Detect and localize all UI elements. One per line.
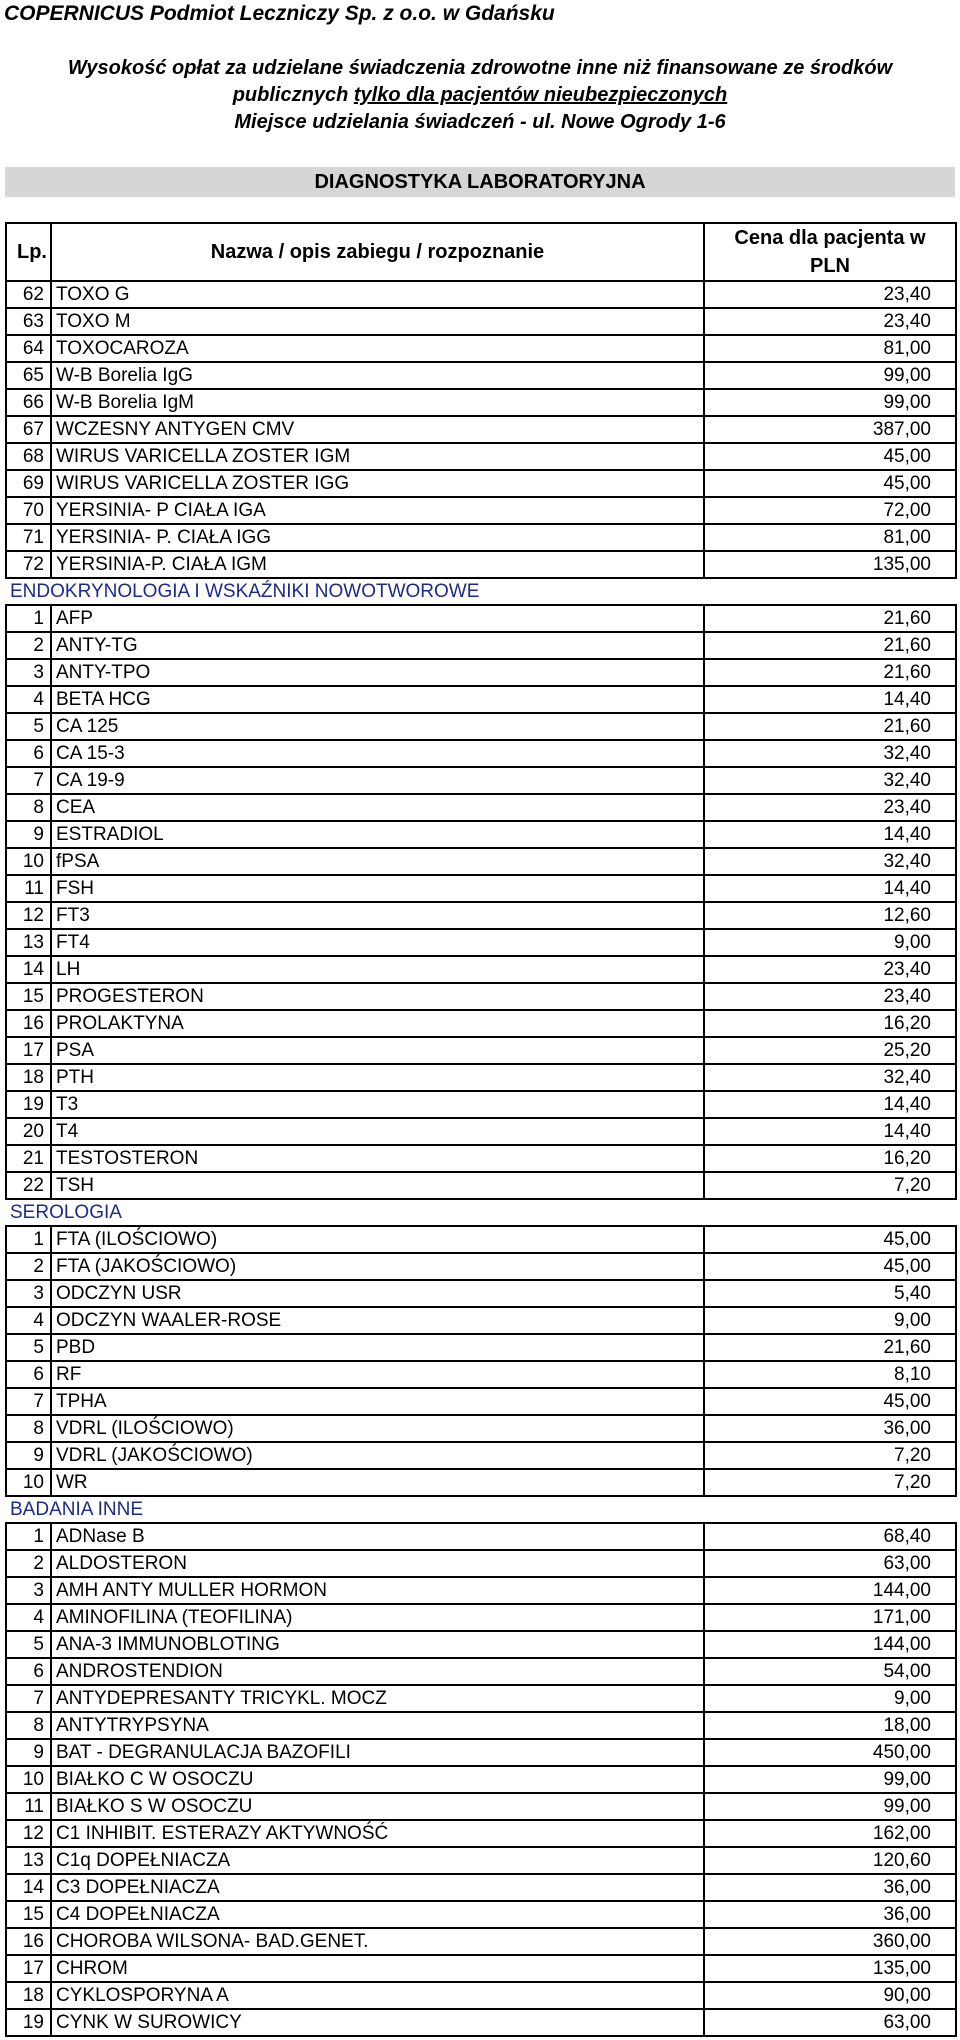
test-name: ALDOSTERON	[51, 1550, 704, 1577]
test-name: C1 INHIBIT. ESTERAZY AKTYWNOŚĆ	[51, 1820, 704, 1847]
row-number: 18	[6, 1064, 51, 1091]
row-number: 22	[6, 1172, 51, 1199]
test-name: PTH	[51, 1064, 704, 1091]
row-number: 9	[6, 1739, 51, 1766]
test-name: ANTY-TG	[51, 632, 704, 659]
test-name: WIRUS VARICELLA ZOSTER IGM	[51, 443, 704, 470]
price-cell: 45,00	[704, 1226, 956, 1253]
price-cell: 32,40	[704, 848, 956, 875]
row-number: 68	[6, 443, 51, 470]
table-row	[6, 686, 956, 713]
row-number: 4	[6, 1604, 51, 1631]
table-row	[6, 875, 956, 902]
row-number: 63	[6, 308, 51, 335]
table-row	[6, 1793, 956, 1820]
column-header-price-line2: PLN	[810, 255, 850, 277]
table-row	[6, 1712, 956, 1739]
company-name: COPERNICUS Podmiot Leczniczy Sp. z o.o. w Gdańsku	[4, 2, 555, 25]
price-cell: 8,10	[704, 1361, 956, 1388]
row-number: 62	[6, 281, 51, 308]
price-cell: 16,20	[704, 1010, 956, 1037]
price-cell: 23,40	[704, 281, 956, 308]
row-number: 10	[6, 848, 51, 875]
test-name: YERSINIA- P. CIAŁA IGG	[51, 524, 704, 551]
price-cell: 9,00	[704, 1685, 956, 1712]
price-cell: 360,00	[704, 1928, 956, 1955]
table-row	[6, 362, 956, 389]
price-cell: 45,00	[704, 443, 956, 470]
row-number: 7	[6, 1388, 51, 1415]
test-name: W-B Borelia IgM	[51, 389, 704, 416]
price-cell: 68,40	[704, 1523, 956, 1550]
row-number: 5	[6, 713, 51, 740]
test-name: ODCZYN WAALER-ROSE	[51, 1307, 704, 1334]
table-row	[6, 632, 956, 659]
row-number: 5	[6, 1334, 51, 1361]
test-name: CA 19-9	[51, 767, 704, 794]
table-row	[6, 659, 956, 686]
row-number: 65	[6, 362, 51, 389]
table-row	[6, 929, 956, 956]
price-cell: 25,20	[704, 1037, 956, 1064]
row-number: 1	[6, 605, 51, 632]
price-cell: 81,00	[704, 335, 956, 362]
row-number: 6	[6, 740, 51, 767]
test-name: LH	[51, 956, 704, 983]
price-cell: 72,00	[704, 497, 956, 524]
table-row	[6, 1550, 956, 1577]
table-row	[6, 1145, 956, 1172]
test-name: BAT - DEGRANULACJA BAZOFILI	[51, 1739, 704, 1766]
table-row	[6, 821, 956, 848]
test-name: FTA (ILOŚCIOWO)	[51, 1226, 704, 1253]
price-cell: 171,00	[704, 1604, 956, 1631]
test-name: RF	[51, 1361, 704, 1388]
table-row	[6, 1685, 956, 1712]
row-number: 4	[6, 686, 51, 713]
test-name: ANTY-TPO	[51, 659, 704, 686]
price-cell: 7,20	[704, 1172, 956, 1199]
table-row	[6, 1253, 956, 1280]
table-row	[6, 443, 956, 470]
row-number: 17	[6, 1037, 51, 1064]
test-name: T4	[51, 1118, 704, 1145]
table-row	[6, 983, 956, 1010]
section-heading-row	[6, 1496, 956, 1523]
table-row	[6, 1010, 956, 1037]
row-number: 14	[6, 1874, 51, 1901]
test-name: TPHA	[51, 1388, 704, 1415]
test-name: ANDROSTENDION	[51, 1658, 704, 1685]
test-name: ANTYDEPRESANTY TRICYKL. MOCZ	[51, 1685, 704, 1712]
section-heading: SEROLOGIA	[6, 1199, 956, 1226]
price-cell: 135,00	[704, 551, 956, 578]
table-row	[6, 605, 956, 632]
row-number: 4	[6, 1307, 51, 1334]
row-number: 3	[6, 659, 51, 686]
test-name: BETA HCG	[51, 686, 704, 713]
test-name: CYNK W SUROWICY	[51, 2009, 704, 2036]
document-subtitle	[0, 55, 960, 136]
row-number: 17	[6, 1955, 51, 1982]
price-cell: 32,40	[704, 767, 956, 794]
test-name: ODCZYN USR	[51, 1280, 704, 1307]
price-cell: 36,00	[704, 1415, 956, 1442]
test-name: ANTYTRYPSYNA	[51, 1712, 704, 1739]
row-number: 5	[6, 1631, 51, 1658]
table-row	[6, 740, 956, 767]
test-name: WIRUS VARICELLA ZOSTER IGG	[51, 470, 704, 497]
table-row	[6, 767, 956, 794]
row-number: 8	[6, 1712, 51, 1739]
price-cell: 14,40	[704, 1118, 956, 1145]
price-cell: 36,00	[704, 1901, 956, 1928]
row-number: 19	[6, 1091, 51, 1118]
row-number: 16	[6, 1010, 51, 1037]
row-number: 9	[6, 1442, 51, 1469]
table-row	[6, 1739, 956, 1766]
table-row	[6, 848, 956, 875]
test-name: VDRL (ILOŚCIOWO)	[51, 1415, 704, 1442]
table-row	[6, 1955, 956, 1982]
price-cell: 21,60	[704, 632, 956, 659]
test-name: FSH	[51, 875, 704, 902]
table-row	[6, 1631, 956, 1658]
test-name: AFP	[51, 605, 704, 632]
price-cell: 21,60	[704, 605, 956, 632]
table-row	[6, 1658, 956, 1685]
table-row	[6, 389, 956, 416]
test-name: AMH ANTY MULLER HORMON	[51, 1577, 704, 1604]
test-name: PROLAKTYNA	[51, 1010, 704, 1037]
price-cell: 120,60	[704, 1847, 956, 1874]
row-number: 10	[6, 1469, 51, 1496]
row-number: 66	[6, 389, 51, 416]
subtitle-line-2	[0, 82, 960, 109]
test-name: ESTRADIOL	[51, 821, 704, 848]
table-row	[6, 1928, 956, 1955]
row-number: 13	[6, 929, 51, 956]
test-name: TESTOSTERON	[51, 1145, 704, 1172]
test-name: C4 DOPEŁNIACZA	[51, 1901, 704, 1928]
price-cell: 21,60	[704, 1334, 956, 1361]
price-cell: 32,40	[704, 740, 956, 767]
row-number: 15	[6, 983, 51, 1010]
row-number: 12	[6, 1820, 51, 1847]
row-number: 1	[6, 1523, 51, 1550]
row-number: 8	[6, 1415, 51, 1442]
table-row	[6, 1226, 956, 1253]
row-number: 72	[6, 551, 51, 578]
table-row	[6, 1334, 956, 1361]
table-row	[6, 1118, 956, 1145]
price-cell: 99,00	[704, 362, 956, 389]
price-cell: 162,00	[704, 1820, 956, 1847]
section-heading: ENDOKRYNOLOGIA I WSKAŹNIKI NOWOTWOROWE	[6, 578, 956, 605]
test-name: TOXO G	[51, 281, 704, 308]
test-name: FTA (JAKOŚCIOWO)	[51, 1253, 704, 1280]
table-row	[6, 470, 956, 497]
table-row	[6, 1604, 956, 1631]
price-cell: 21,60	[704, 659, 956, 686]
price-cell: 23,40	[704, 308, 956, 335]
table-row	[6, 1820, 956, 1847]
table-row	[6, 335, 956, 362]
price-cell: 18,00	[704, 1712, 956, 1739]
row-number: 8	[6, 794, 51, 821]
table-row	[6, 1766, 956, 1793]
row-number: 7	[6, 767, 51, 794]
row-number: 6	[6, 1361, 51, 1388]
test-name: CHOROBA WILSONA- BAD.GENET.	[51, 1928, 704, 1955]
table-row	[6, 551, 956, 578]
price-cell: 387,00	[704, 416, 956, 443]
test-name: fPSA	[51, 848, 704, 875]
row-number: 21	[6, 1145, 51, 1172]
test-name: BIAŁKO C W OSOCZU	[51, 1766, 704, 1793]
test-name: CYKLOSPORYNA A	[51, 1982, 704, 2009]
test-name: CA 125	[51, 713, 704, 740]
test-name: WCZESNY ANTYGEN CMV	[51, 416, 704, 443]
price-cell: 63,00	[704, 1550, 956, 1577]
row-number: 2	[6, 1550, 51, 1577]
row-number: 18	[6, 1982, 51, 2009]
section-banner: DIAGNOSTYKA LABORATORYJNA	[5, 167, 955, 197]
price-cell: 32,40	[704, 1064, 956, 1091]
subtitle-line-2-prefix: publicznych	[232, 84, 349, 106]
price-cell: 14,40	[704, 875, 956, 902]
row-number: 16	[6, 1928, 51, 1955]
price-cell: 144,00	[704, 1577, 956, 1604]
test-name: C3 DOPEŁNIACZA	[51, 1874, 704, 1901]
price-cell: 12,60	[704, 902, 956, 929]
test-name: WR	[51, 1469, 704, 1496]
price-cell: 144,00	[704, 1631, 956, 1658]
table-row	[6, 1577, 956, 1604]
table-row	[6, 1091, 956, 1118]
table-header	[6, 223, 956, 281]
row-number: 67	[6, 416, 51, 443]
test-name: TOXO M	[51, 308, 704, 335]
row-number: 12	[6, 902, 51, 929]
subtitle-uninsured-note: tylko dla pacjentów nieubezpieczonych	[353, 84, 728, 106]
price-cell: 99,00	[704, 1766, 956, 1793]
table-row	[6, 1388, 956, 1415]
table-row	[6, 1982, 956, 2009]
test-name: BIAŁKO S W OSOCZU	[51, 1793, 704, 1820]
price-table	[5, 222, 957, 2037]
price-cell: 5,40	[704, 1280, 956, 1307]
price-cell: 45,00	[704, 1253, 956, 1280]
row-number: 71	[6, 524, 51, 551]
table-row	[6, 308, 956, 335]
test-name: YERSINIA-P. CIAŁA IGM	[51, 551, 704, 578]
row-number: 11	[6, 875, 51, 902]
table-row	[6, 1037, 956, 1064]
test-name: PROGESTERON	[51, 983, 704, 1010]
subtitle-line-3: Miejsce udzielania świadczeń - ul. Nowe Ogrody 1-6	[234, 111, 726, 133]
column-header-price-line1: Cena dla pacjenta w	[734, 227, 926, 249]
test-name: PSA	[51, 1037, 704, 1064]
price-cell: 81,00	[704, 524, 956, 551]
test-name: AMINOFILINA (TEOFILINA)	[51, 1604, 704, 1631]
table-row	[6, 956, 956, 983]
table-row	[6, 713, 956, 740]
table-row	[6, 497, 956, 524]
table-row	[6, 1901, 956, 1928]
table-row	[6, 1523, 956, 1550]
table-row	[6, 1307, 956, 1334]
table-row	[6, 1415, 956, 1442]
test-name: CHROM	[51, 1955, 704, 1982]
column-header-lp: Lp.	[6, 223, 51, 281]
row-number: 15	[6, 1901, 51, 1928]
row-number: 6	[6, 1658, 51, 1685]
section-heading: BADANIA INNE	[6, 1496, 956, 1523]
price-cell: 45,00	[704, 1388, 956, 1415]
row-number: 20	[6, 1118, 51, 1145]
row-number: 3	[6, 1577, 51, 1604]
header-row	[6, 223, 956, 281]
row-number: 70	[6, 497, 51, 524]
row-number: 11	[6, 1793, 51, 1820]
table-row	[6, 1442, 956, 1469]
price-cell: 90,00	[704, 1982, 956, 2009]
test-name: TOXOCAROZA	[51, 335, 704, 362]
table-row	[6, 2009, 956, 2036]
row-number: 64	[6, 335, 51, 362]
test-name: FT3	[51, 902, 704, 929]
row-number: 3	[6, 1280, 51, 1307]
price-cell: 9,00	[704, 929, 956, 956]
test-name: CA 15-3	[51, 740, 704, 767]
price-cell: 99,00	[704, 1793, 956, 1820]
price-cell: 450,00	[704, 1739, 956, 1766]
test-name: YERSINIA- P CIAŁA IGA	[51, 497, 704, 524]
row-number: 14	[6, 956, 51, 983]
table-row	[6, 1361, 956, 1388]
row-number: 1	[6, 1226, 51, 1253]
row-number: 69	[6, 470, 51, 497]
test-name: C1q DOPEŁNIACZA	[51, 1847, 704, 1874]
section-heading-row	[6, 1199, 956, 1226]
row-number: 2	[6, 632, 51, 659]
price-cell: 21,60	[704, 713, 956, 740]
test-name: T3	[51, 1091, 704, 1118]
price-cell: 23,40	[704, 956, 956, 983]
section-heading-row	[6, 578, 956, 605]
table-row	[6, 1172, 956, 1199]
column-header-price	[704, 223, 956, 281]
test-name: W-B Borelia IgG	[51, 362, 704, 389]
table-row	[6, 1847, 956, 1874]
price-cell: 9,00	[704, 1307, 956, 1334]
table-row	[6, 1874, 956, 1901]
price-cell: 14,40	[704, 821, 956, 848]
table-row	[6, 1469, 956, 1496]
table-body	[6, 281, 956, 2036]
price-cell: 14,40	[704, 686, 956, 713]
price-cell: 23,40	[704, 794, 956, 821]
test-name: VDRL (JAKOŚCIOWO)	[51, 1442, 704, 1469]
price-cell: 16,20	[704, 1145, 956, 1172]
test-name: CEA	[51, 794, 704, 821]
price-cell: 23,40	[704, 983, 956, 1010]
price-cell: 7,20	[704, 1469, 956, 1496]
table-row	[6, 416, 956, 443]
price-cell: 14,40	[704, 1091, 956, 1118]
row-number: 19	[6, 2009, 51, 2036]
price-cell: 63,00	[704, 2009, 956, 2036]
table-row	[6, 794, 956, 821]
test-name: ADNase B	[51, 1523, 704, 1550]
test-name: TSH	[51, 1172, 704, 1199]
price-cell: 135,00	[704, 1955, 956, 1982]
price-cell: 54,00	[704, 1658, 956, 1685]
table-row	[6, 902, 956, 929]
table-row	[6, 281, 956, 308]
column-header-name: Nazwa / opis zabiegu / rozpoznanie	[51, 223, 704, 281]
price-cell: 36,00	[704, 1874, 956, 1901]
price-cell: 99,00	[704, 389, 956, 416]
row-number: 2	[6, 1253, 51, 1280]
row-number: 10	[6, 1766, 51, 1793]
test-name: FT4	[51, 929, 704, 956]
table-row	[6, 1064, 956, 1091]
test-name: PBD	[51, 1334, 704, 1361]
price-cell: 7,20	[704, 1442, 956, 1469]
table-row	[6, 1280, 956, 1307]
row-number: 9	[6, 821, 51, 848]
test-name: ANA-3 IMMUNOBLOTING	[51, 1631, 704, 1658]
subtitle-line-1: Wysokość opłat za udzielane świadczenia zdrowotne inne niż finansowane ze środków	[67, 57, 893, 79]
table-row	[6, 524, 956, 551]
row-number: 13	[6, 1847, 51, 1874]
price-cell: 45,00	[704, 470, 956, 497]
row-number: 7	[6, 1685, 51, 1712]
